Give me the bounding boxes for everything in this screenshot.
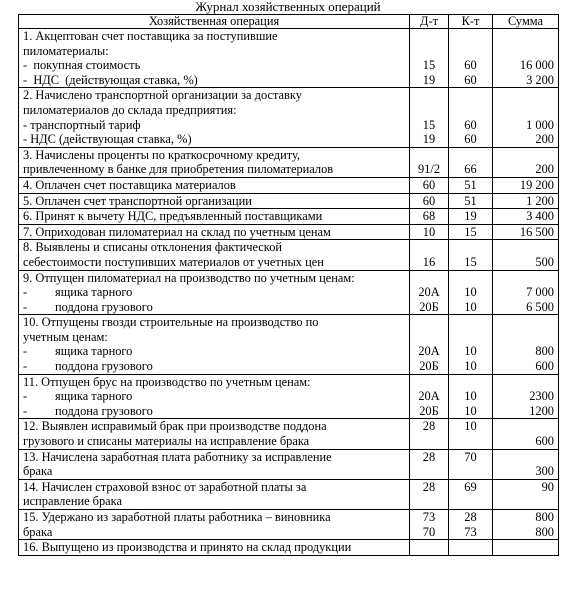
debit-cell xyxy=(410,419,449,449)
operation-cell xyxy=(19,193,410,209)
sum-cell xyxy=(493,240,559,270)
credit-cell-value: 60 xyxy=(464,58,477,73)
sum-cell-value: 3 400 xyxy=(526,209,554,224)
sum-cell-value: 800 xyxy=(535,524,554,539)
operation-cell xyxy=(19,374,410,419)
sum-cell-value: 500 xyxy=(535,254,554,269)
operation-line: 4. Оплачен счет поставщика материалов xyxy=(23,177,236,192)
credit-cell xyxy=(449,270,493,315)
operation-line: 7. Оприходован пиломатериал на склад по учетным ценам xyxy=(23,224,331,239)
debit-cell-value: 10 xyxy=(422,224,436,239)
table-row xyxy=(19,29,559,88)
debit-cell xyxy=(410,177,449,193)
operation-line: 8. Выявлены и списаны отклонения фактической xyxy=(23,240,283,255)
sum-cell-value: 200 xyxy=(535,162,554,177)
credit-cell-value xyxy=(453,540,488,555)
operation-line: 1. Акцептован счет поставщика за поступившие xyxy=(23,29,278,43)
debit-cell-value: 68 xyxy=(422,209,436,224)
debit-cell xyxy=(410,29,449,88)
sum-cell-value: 600 xyxy=(535,434,554,449)
debit-cell-value: 91/2 xyxy=(417,162,441,177)
debit-cell xyxy=(410,147,449,177)
debit-cell-value xyxy=(414,315,444,330)
credit-cell-value: 73 xyxy=(464,524,477,539)
sum-cell-value xyxy=(497,103,554,118)
debit-cell-value: 28 xyxy=(422,449,436,464)
debit-cell xyxy=(410,270,449,315)
sum-cell-value xyxy=(497,540,554,555)
operation-cell xyxy=(19,29,410,88)
debit-cell xyxy=(410,540,449,556)
table-row xyxy=(19,510,559,540)
debit-cell xyxy=(410,88,449,147)
credit-cell-value xyxy=(453,44,488,59)
operation-line: учетным ценам: xyxy=(23,329,108,344)
operation-line: - поддона грузового xyxy=(23,299,153,314)
operation-cell xyxy=(19,147,410,177)
debit-cell-value xyxy=(414,88,444,103)
debit-cell-value: 19 xyxy=(422,72,436,87)
sum-cell xyxy=(493,315,559,374)
sum-cell xyxy=(493,224,559,240)
credit-cell-value: 60 xyxy=(464,117,477,132)
sum-cell-value: 800 xyxy=(535,344,554,359)
operation-line: пиломатериалы: xyxy=(23,43,109,58)
operation-cell xyxy=(19,240,410,270)
credit-cell-value xyxy=(453,88,488,103)
operation-line: 10. Отпущены гвозди строительные на производство по xyxy=(23,315,319,330)
credit-cell xyxy=(449,240,493,270)
sum-cell-value xyxy=(497,88,554,103)
credit-cell xyxy=(449,419,493,449)
sum-cell-value: 1200 xyxy=(529,403,554,418)
credit-cell-value xyxy=(453,375,488,390)
sum-cell-value xyxy=(497,271,554,286)
credit-cell xyxy=(449,29,493,88)
operation-line: 15. Удержано из заработной платы работника – виновника xyxy=(23,510,331,524)
operation-cell xyxy=(19,449,410,479)
table-row xyxy=(19,193,559,209)
credit-cell xyxy=(449,479,493,509)
sum-cell-value: 16 000 xyxy=(519,58,554,73)
sum-cell-value: 6 500 xyxy=(526,299,554,314)
debit-cell-value: 20А xyxy=(418,285,440,300)
sum-cell xyxy=(493,540,559,556)
table-row xyxy=(19,224,559,240)
table-row xyxy=(19,374,559,419)
operation-line: - ящика тарного xyxy=(23,344,133,359)
table-row xyxy=(19,479,559,509)
debit-cell xyxy=(410,449,449,479)
operation-line: 2. Начислено транспортной организации за доставку xyxy=(23,88,302,103)
debit-cell-value xyxy=(414,148,444,163)
operation-line: - ящика тарного xyxy=(23,389,133,404)
table-row xyxy=(19,240,559,270)
sum-cell-value xyxy=(497,240,554,255)
debit-cell xyxy=(410,374,449,419)
credit-cell xyxy=(449,449,493,479)
debit-cell-value: 28 xyxy=(422,419,436,434)
header-sum: Сумма xyxy=(493,15,559,29)
credit-cell-value: 10 xyxy=(464,285,477,300)
credit-cell xyxy=(449,374,493,419)
sum-cell xyxy=(493,29,559,88)
operation-cell xyxy=(19,177,410,193)
debit-cell-value: 20Б xyxy=(419,403,439,418)
sum-cell xyxy=(493,177,559,193)
debit-cell xyxy=(410,209,449,225)
sum-cell-value: 7 000 xyxy=(526,285,554,300)
sum-cell-value xyxy=(497,29,554,44)
operation-cell xyxy=(19,419,410,449)
credit-cell-value: 19 xyxy=(464,209,477,224)
credit-cell-value xyxy=(453,103,488,118)
journal-body xyxy=(19,29,559,556)
credit-cell-value: 10 xyxy=(464,419,477,434)
operation-line: грузового и списаны материалы на исправление брака xyxy=(23,434,310,449)
debit-cell-value xyxy=(414,330,444,345)
sum-cell-value: 300 xyxy=(535,464,554,479)
credit-cell-value xyxy=(453,330,488,345)
credit-cell-value xyxy=(453,434,488,449)
debit-cell-value: 15 xyxy=(422,58,436,73)
operation-line: 14. Начислен страховой взнос от заработной платы за xyxy=(23,479,307,494)
credit-cell-value: 10 xyxy=(464,344,477,359)
credit-cell-value xyxy=(453,29,488,44)
credit-cell-value: 51 xyxy=(464,177,477,192)
credit-cell xyxy=(449,209,493,225)
credit-cell-value: 15 xyxy=(464,254,477,269)
operation-line: 13. Начислена заработная плата работнику за исправление xyxy=(23,449,332,464)
sum-cell xyxy=(493,88,559,147)
credit-cell-value xyxy=(453,148,488,163)
sum-cell-value xyxy=(497,419,554,434)
sum-cell-value: 3 200 xyxy=(526,72,554,87)
sum-cell xyxy=(493,147,559,177)
credit-cell-value xyxy=(453,240,488,255)
operation-line: - НДС (действующая ставка, %) xyxy=(23,132,192,147)
table-row xyxy=(19,449,559,479)
sum-cell-value: 16 500 xyxy=(519,224,554,239)
credit-cell-value: 60 xyxy=(464,132,477,147)
sum-cell xyxy=(493,449,559,479)
credit-cell xyxy=(449,193,493,209)
sum-cell-value: 2300 xyxy=(529,389,554,404)
operation-cell xyxy=(19,270,410,315)
table-row xyxy=(19,88,559,147)
debit-cell xyxy=(410,315,449,374)
operation-line: исправление брака xyxy=(23,494,123,509)
operation-line: - поддона грузового xyxy=(23,403,153,418)
sum-cell xyxy=(493,479,559,509)
sum-cell xyxy=(493,510,559,540)
debit-cell-value xyxy=(414,494,444,509)
credit-cell-value: 10 xyxy=(464,359,477,374)
credit-cell xyxy=(449,177,493,193)
credit-cell-value: 69 xyxy=(464,479,477,494)
credit-cell-value xyxy=(453,494,488,509)
operation-cell xyxy=(19,224,410,240)
credit-cell-value: 28 xyxy=(464,510,477,524)
operation-line: - покупная стоимость xyxy=(23,58,141,73)
header-row xyxy=(19,15,559,29)
operation-line: - ящика тарного xyxy=(23,285,133,300)
operation-line: - НДС (действующая ставка, %) xyxy=(23,72,198,87)
table-row xyxy=(19,209,559,225)
operation-cell xyxy=(19,479,410,509)
debit-cell-value: 60 xyxy=(422,177,436,192)
operation-cell xyxy=(19,315,410,374)
operation-cell xyxy=(19,540,410,556)
sum-cell-value: 200 xyxy=(535,132,554,147)
credit-cell-value: 70 xyxy=(464,449,477,464)
header-credit: К-т xyxy=(449,15,493,29)
sum-cell-value: 90 xyxy=(541,479,554,494)
table-row xyxy=(19,177,559,193)
debit-cell-value xyxy=(414,434,444,449)
debit-cell-value xyxy=(414,240,444,255)
operation-line: 11. Отпущен брус на производство по учетным ценам: xyxy=(23,374,311,389)
debit-cell-value: 20Б xyxy=(419,359,439,374)
operation-cell xyxy=(19,510,410,540)
sum-cell xyxy=(493,209,559,225)
debit-cell-value: 15 xyxy=(422,117,436,132)
sum-cell xyxy=(493,193,559,209)
operation-line: - поддона грузового xyxy=(23,359,153,374)
sum-cell-value xyxy=(497,494,554,509)
operation-line: брака xyxy=(23,464,53,479)
operation-line: привлеченному в банке для приобретения пиломатериалов xyxy=(23,162,334,177)
journal-table xyxy=(18,14,559,556)
operation-line: 5. Оплачен счет транспортной организации xyxy=(23,193,252,208)
debit-cell xyxy=(410,240,449,270)
credit-cell-value xyxy=(453,271,488,286)
debit-cell-value xyxy=(414,375,444,390)
credit-cell-value: 15 xyxy=(464,224,477,239)
table-row xyxy=(19,315,559,374)
debit-cell-value: 73 xyxy=(422,510,436,524)
debit-cell-value: 28 xyxy=(422,479,436,494)
debit-cell-value xyxy=(414,29,444,44)
credit-cell xyxy=(449,224,493,240)
debit-cell-value: 20А xyxy=(418,344,440,359)
table-row xyxy=(19,419,559,449)
operation-line: 16. Выпущено из производства и принято на склад продукции xyxy=(23,540,352,555)
credit-cell xyxy=(449,88,493,147)
operation-line: - транспортный тариф xyxy=(23,117,141,132)
operation-line: себестоимости поступивших материалов от учетных цен xyxy=(23,254,324,269)
operation-line: пиломатериалов до склада предприятия: xyxy=(23,102,237,117)
credit-cell xyxy=(449,315,493,374)
debit-cell-value: 70 xyxy=(422,524,436,539)
sum-cell-value: 1 200 xyxy=(526,193,554,208)
operation-line: брака xyxy=(23,524,53,539)
operation-line: 3. Начислены проценты по краткосрочному кредиту, xyxy=(23,147,301,162)
sum-cell-value xyxy=(497,148,554,163)
header-operation: Хозяйственная операция xyxy=(19,15,410,29)
credit-cell-value: 60 xyxy=(464,72,477,87)
sum-cell-value: 800 xyxy=(535,510,554,524)
credit-cell-value xyxy=(453,464,488,479)
table-row xyxy=(19,540,559,556)
credit-cell-value xyxy=(453,315,488,330)
operation-cell xyxy=(19,88,410,147)
operation-line: 6. Принят к вычету НДС, предъявленный поставщиками xyxy=(23,209,323,224)
debit-cell-value xyxy=(414,103,444,118)
sum-cell-value xyxy=(497,450,554,465)
sum-cell xyxy=(493,270,559,315)
credit-cell-value: 10 xyxy=(464,389,477,404)
header-debit: Д-т xyxy=(410,15,449,29)
sum-cell xyxy=(493,374,559,419)
sum-cell-value: 1 000 xyxy=(526,117,554,132)
journal-title: Журнал хозяйственных операций xyxy=(195,0,381,14)
debit-cell-value: 19 xyxy=(422,132,436,147)
debit-cell-value: 20Б xyxy=(419,299,439,314)
sum-cell-value: 600 xyxy=(535,359,554,374)
debit-cell xyxy=(410,224,449,240)
credit-cell xyxy=(449,540,493,556)
sum-cell-value xyxy=(497,375,554,390)
debit-cell-value: 60 xyxy=(422,193,436,208)
sum-cell-value xyxy=(497,44,554,59)
debit-cell-value xyxy=(414,271,444,286)
debit-cell-value: 20А xyxy=(418,389,440,404)
operation-cell xyxy=(19,209,410,225)
credit-cell-value: 10 xyxy=(464,299,477,314)
credit-cell xyxy=(449,510,493,540)
table-row xyxy=(19,147,559,177)
sum-cell-value xyxy=(497,330,554,345)
credit-cell-value: 51 xyxy=(464,193,477,208)
debit-cell xyxy=(410,479,449,509)
operation-line: 12. Выявлен исправимый брак при производстве поддона xyxy=(23,419,327,434)
debit-cell xyxy=(410,193,449,209)
debit-cell-value xyxy=(414,540,444,555)
debit-cell-value xyxy=(414,44,444,59)
table-row xyxy=(19,270,559,315)
sum-cell xyxy=(493,419,559,449)
debit-cell xyxy=(410,510,449,540)
debit-cell-value: 16 xyxy=(422,254,436,269)
sum-cell-value: 19 200 xyxy=(519,177,554,192)
operation-line: 9. Отпущен пиломатериал на производство по учетным ценам: xyxy=(23,270,355,285)
credit-cell-value: 66 xyxy=(464,162,477,177)
credit-cell xyxy=(449,147,493,177)
sum-cell-value xyxy=(497,315,554,330)
credit-cell-value: 10 xyxy=(464,403,477,418)
debit-cell-value xyxy=(414,464,444,479)
